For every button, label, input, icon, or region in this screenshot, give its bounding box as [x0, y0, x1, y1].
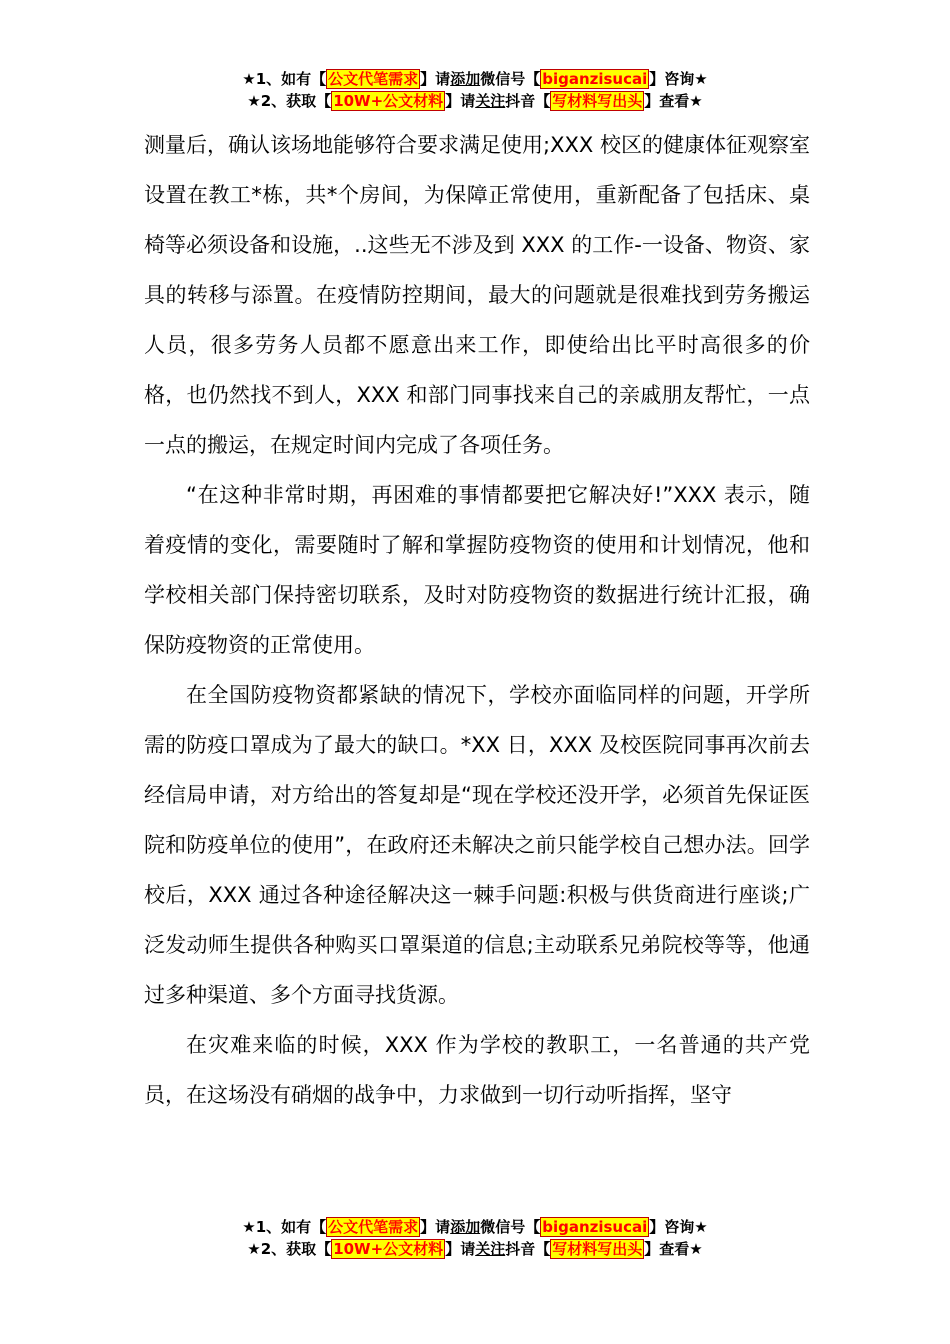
banner-text: 抖音【 — [505, 1240, 551, 1258]
banner-text: 】查看★ — [644, 92, 703, 110]
footer-banner — [0, 1216, 950, 1260]
highlight-douyin: 写材料写出头 — [552, 1240, 643, 1258]
banner-text: 】咨询★ — [649, 1218, 708, 1236]
banner-text: ★2、获取【 — [247, 1240, 332, 1258]
banner-text: ★1、如有【 — [242, 1218, 327, 1236]
banner-text: 】请 — [420, 70, 451, 88]
banner-text: 】查看★ — [644, 1240, 703, 1258]
highlight-materials: 10W+公文材料 — [333, 92, 444, 110]
banner-line-1 — [0, 1216, 950, 1238]
banner-text: 】请 — [420, 1218, 451, 1236]
banner-line-1 — [0, 68, 950, 90]
banner-text: 微信号【 — [480, 70, 541, 88]
banner-text: 抖音【 — [505, 92, 551, 110]
banner-line-2 — [0, 1238, 950, 1260]
highlight-ghostwriting: 公文代笔需求 — [328, 1218, 419, 1236]
banner-text: ★1、如有【 — [242, 70, 327, 88]
underline-follow: 关注 — [475, 1240, 506, 1258]
banner-text: ★2、获取【 — [247, 92, 332, 110]
banner-line-2 — [0, 90, 950, 112]
underline-follow: 关注 — [475, 92, 506, 110]
highlight-douyin: 写材料写出头 — [552, 92, 643, 110]
highlight-materials: 10W+公文材料 — [333, 1240, 444, 1258]
banner-text: 】请 — [445, 92, 476, 110]
paragraph-1: 测量后，确认该场地能够符合要求满足使用;XXX 校区的健康体征观察室设置在教工*栋，共*个房间，为保障正常使用，重新配备了包括床、桌椅等必须设备和设施，..这些无不涉及到 XXX 的工作-一设备、物资、家具的转移与添置。在疫情防控期间，最大的问题就是很难找到劳务搬运人员，很多劳务人员都不愿意出来工作，即使给出比平时高很多的价格，也仍然找不到人，XXX 和部门同事找来自己的亲戚朋友帮忙，一点一点的搬运，在规定时间内完成了各项任务。 — [144, 133, 810, 457]
banner-text: 】咨询★ — [649, 70, 708, 88]
banner-text: 微信号【 — [480, 1218, 541, 1236]
highlight-ghostwriting: 公文代笔需求 — [328, 70, 419, 88]
highlight-wechat-id: biganzisucai — [542, 1218, 648, 1236]
banner-text: 】请 — [445, 1240, 476, 1258]
highlight-wechat-id: biganzisucai — [542, 70, 648, 88]
paragraph-2: “在这种非常时期，再困难的事情都要把它解决好!”XXX 表示，随着疫情的变化，需要随时了解和掌握防疫物资的使用和计划情况，他和学校相关部门保持密切联系，及时对防疫物资的数据进行统计汇报，确保防疫物资的正常使用。 — [144, 483, 810, 657]
header-banner — [0, 68, 950, 112]
paragraph-4: 在灾难来临的时候，XXX 作为学校的教职工，一名普通的共产党员，在这场没有硝烟的战争中，力求做到一切行动听指挥，坚守 — [144, 1033, 810, 1107]
underline-add: 添加 — [450, 70, 481, 88]
underline-add: 添加 — [450, 1218, 481, 1236]
document-body — [144, 120, 810, 1120]
paragraph-3: 在全国防疫物资都紧缺的情况下，学校亦面临同样的问题，开学所需的防疫口罩成为了最大的缺口。*XX 日，XXX 及校医院同事再次前去经信局申请，对方给出的答复却是“现在学校还没开学，必须首先保证医院和防疫单位的使用”，在政府还未解决之前只能学校自己想办法。回学校后，XXX 通过各种途径解决这一棘手问题:积极与供货商进行座谈;广泛发动师生提供各种购买口罩渠道的信息;主动联系兄弟院校等等，他通过多种渠道、多个方面寻找货源。 — [144, 683, 810, 1007]
